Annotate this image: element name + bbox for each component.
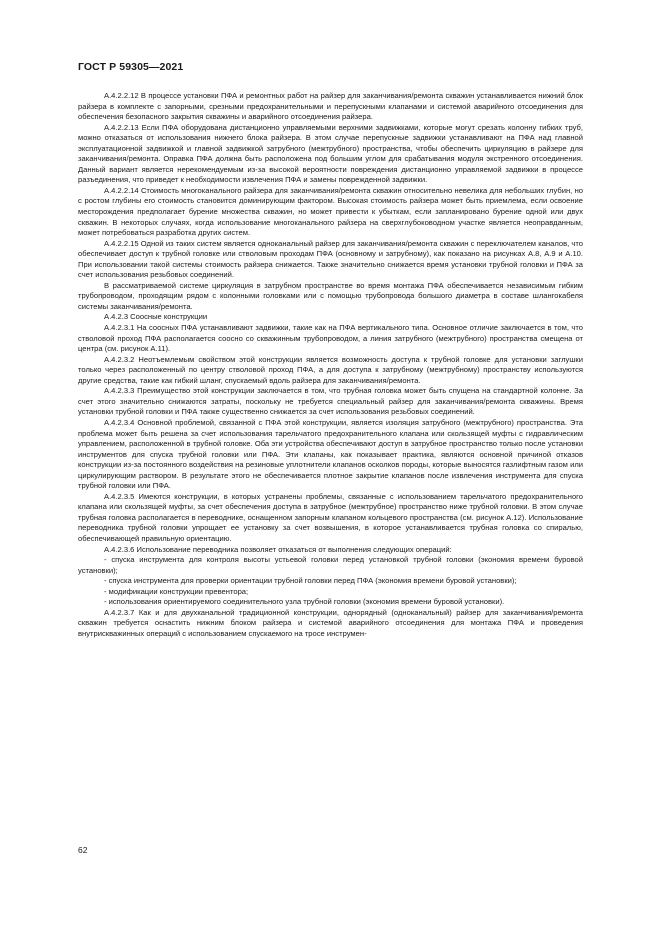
paragraph-a4237: А.4.2.3.7 Как и для двухканальной традиционной конструкции, однорядный (одноканальный) райзер для заканчивания/ремонта скважин требуется оснастить нижним блоком райзера и системой аварийного отсоединения для монтажа ПФА и проведения внутрискважинных операций с использованием спускаемого на тросе инструмен- xyxy=(78,607,583,638)
paragraph-a42214: А.4.2.2.14 Стоимость многоканального райзера для заканчивания/ремонта скважин относительно невелика для небольших глубин, но с ростом глубины его стоимость становится доминирующим фактором. Высокая стоимость райзера может быть приемлема, если освоение месторождения предполагает бурение множества скважин, но может привести к убыткам, если запланировано бурение одной или двух скважин. В некоторых случаях, когда использование многоканального райзера на сверхглубоководном участке является неоправданным, может потребоваться разработка других систем. xyxy=(78,185,583,238)
paragraph-a4232: А.4.2.3.2 Неотъемлемым свойством этой конструкции является возможность доступа к трубной головке для установки заглушки только через расположенный по центру стволовой проход ПФА, а для доступа к затрубному (межтрубному) пространству используются другие средства, такие как гибкий шланг, спускаемый вдоль райзера для заканчивания/ремонта. xyxy=(78,354,583,385)
list-item: - использования ориентируемого соединительного узла трубной головки (экономия времени буровой установки). xyxy=(104,597,505,607)
paragraph-a4231: А.4.2.3.1 На соосных ПФА устанавливают задвижки, такие как на ПФА вертикального типа. Основное отличие заключается в том, что стволовой проход ПФА располагается соосно со скважинным трубопроводом, а линия затрубного (межтрубного) пространства смещена от центра (см. рисунок А.11). xyxy=(78,323,583,354)
paragraph-annular-circulation: В рассматриваемой системе циркуляция в затрубном пространстве во время монтажа ПФА обеспечивается независимым гибким трубопроводом, проходящим рядом с колонными головками или с помощью трубопровода большого диаметра в составе шлангокабеля системы заканчивания/ремонта. xyxy=(78,280,583,311)
document-header: ГОСТ Р 59305—2021 xyxy=(78,61,184,73)
paragraph-a42215: А.4.2.2.15 Одной из таких систем является одноканальный райзер для заканчивания/ремонта скважин с переключателем каналов, что обеспечивает доступ к трубной головке или стволовым проходам ПФА (основному и затрубному), как показано на рисунках А.8, А.9 и А.10. При использовании такой системы стоимость райзера снижается. Также значительно снижается время установки трубной головки и ПФА за счет использования резьбовых соединений. xyxy=(78,238,583,280)
page-number: 62 xyxy=(78,845,88,855)
paragraph-a4234: А.4.2.3.4 Основной проблемой, связанной с ПФА этой конструкции, является изоляция затрубного (межтрубного) пространства. Эта проблема может быть решена за счет использования тарельчатого предохранительного клапана или скользящей муфты с гидравлическим управлением, расположенной в трубной головке. Оба эти устройства обеспечивают доступ в затрубное пространство только после установки инструментов для спуска трубной головки или ПФА. Эти клапаны, как показывает практика, являются основной причиной отказов конструкции из-за постоянного воздействия на резиновые уплотнители клапанов осколков породы, которые выносятся газлифтным газом или циркулирующим раствором. В результате этого не обеспечивается плотное закрытие клапанов после извлечения инструмента для спуска трубной головки или ПФА. xyxy=(78,417,583,491)
section-heading-a423: А.4.2.3 Соосные конструкции xyxy=(104,312,208,322)
document-body xyxy=(78,91,583,639)
list-item: - спуска инструмента для проверки ориентации трубной головки перед ПФА (экономия времени буровой установки); xyxy=(104,576,517,586)
list-item: - модификации конструкции превентора; xyxy=(104,586,249,596)
paragraph-a4233: А.4.2.3.3 Преимущество этой конструкции заключается в том, что трубная головка может быть спущена на стандартной колонне. За счет этого значительно снижаются затраты, поскольку не требуется специальный райзер для заканчивания/ремонта скважины. Время установки трубной головки и ПФА также существенно снижается за счет использования резьбовых соединений. xyxy=(78,386,583,417)
paragraph-a4235: А.4.2.3.5 Имеются конструкции, в которых устранены проблемы, связанные с использованием тарельчатого предохранительного клапана или скользящей муфты, за счет обеспечения доступа в затрубное (межтрубное) пространство ниже трубной головки. В этом случае трубная головка располагается в переводнике, оснащенном запорным клапаном кольцевого пространства (см. рисунок А.12). Использование переводника трубной головки упрощает ее установку за счет возвышения, в которое устанавливается трубная головка со спиралью, обеспечивающей правильную ориентацию. xyxy=(78,491,583,543)
paragraph-a4236: А.4.2.3.6 Использование переводника позволяет отказаться от выполнения следующих операций: xyxy=(104,544,452,554)
list-item: - спуска инструмента для контроля высоты устьевой головки перед установкой трубной головки (экономия времени буровой установки); xyxy=(78,555,583,575)
paragraph-a42212: А.4.2.2.12 В процессе установки ПФА и ремонтных работ на райзер для заканчивания/ремонта скважин устанавливается нижний блок райзера в комплекте с запорными, срезными предохранительными и перепускными клапанами и системой аварийного отсоединения для обеспечения безопасного закрытия скважины и аварийного отсоединения райзера. xyxy=(78,91,583,122)
paragraph-a42213: А.4.2.2.13 Если ПФА оборудована дистанционно управляемыми верхними задвижками, которые могут срезать колонну гибких труб, можно отказаться от использования нижнего блока райзера. В этом случае перепускные задвижки устанавливают на ПФА над главной эксплуатационной задвижкой и главной задвижкой затрубного (межтрубного) пространства, чтобы обеспечить циркуляцию в райзере для заканчивания/ремонта. Оправка ПФА должна быть расположена под большим углом для срабатывания модуля экстренного отсоединения. Данный вариант является нерекомендуемым из-за высокой вероятности повреждения дистанционно управляемой задвижки в процессе разъединения, что приведет к необходимости извлечения ПФА и замены поврежденной задвижки. xyxy=(78,122,583,185)
